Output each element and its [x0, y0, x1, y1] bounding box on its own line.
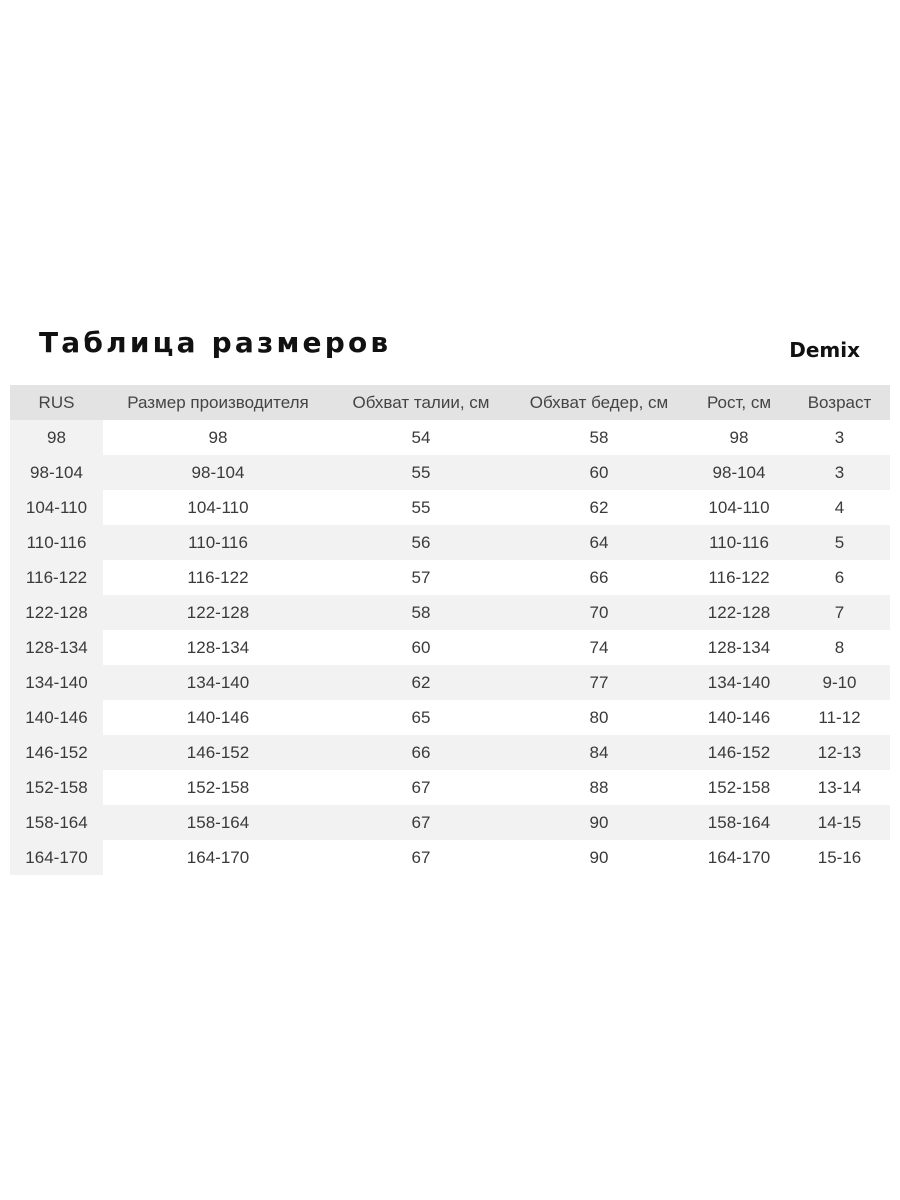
table-header-row	[10, 385, 890, 420]
cell-height: 134-140	[689, 665, 789, 700]
cell-rus: 140-146	[10, 700, 103, 735]
cell-hips: 84	[509, 735, 689, 770]
cell-age: 3	[789, 420, 890, 455]
column-header-height: Рост, см	[689, 385, 789, 420]
cell-rus: 116-122	[10, 560, 103, 595]
table-row	[10, 455, 890, 490]
cell-waist: 67	[333, 770, 509, 805]
cell-age: 14-15	[789, 805, 890, 840]
table-row	[10, 525, 890, 560]
cell-height: 140-146	[689, 700, 789, 735]
cell-manufacturer-size: 98-104	[103, 455, 333, 490]
cell-rus: 164-170	[10, 840, 103, 875]
cell-height: 128-134	[689, 630, 789, 665]
table-row	[10, 490, 890, 525]
table-row	[10, 595, 890, 630]
cell-height: 98	[689, 420, 789, 455]
cell-hips: 77	[509, 665, 689, 700]
cell-manufacturer-size: 98	[103, 420, 333, 455]
cell-waist: 57	[333, 560, 509, 595]
cell-age: 3	[789, 455, 890, 490]
cell-hips: 88	[509, 770, 689, 805]
cell-hips: 58	[509, 420, 689, 455]
cell-height: 104-110	[689, 490, 789, 525]
cell-waist: 55	[333, 455, 509, 490]
cell-rus: 146-152	[10, 735, 103, 770]
column-header-age: Возраст	[789, 385, 890, 420]
cell-height: 122-128	[689, 595, 789, 630]
cell-age: 6	[789, 560, 890, 595]
cell-manufacturer-size: 146-152	[103, 735, 333, 770]
cell-hips: 62	[509, 490, 689, 525]
table-body	[10, 420, 890, 875]
cell-height: 110-116	[689, 525, 789, 560]
cell-height: 98-104	[689, 455, 789, 490]
cell-age: 12-13	[789, 735, 890, 770]
column-header-manufacturer-size: Размер производителя	[103, 385, 333, 420]
cell-height: 164-170	[689, 840, 789, 875]
cell-manufacturer-size: 158-164	[103, 805, 333, 840]
table-row	[10, 420, 890, 455]
cell-hips: 60	[509, 455, 689, 490]
cell-rus: 98-104	[10, 455, 103, 490]
cell-waist: 67	[333, 840, 509, 875]
cell-manufacturer-size: 164-170	[103, 840, 333, 875]
table-row	[10, 665, 890, 700]
cell-manufacturer-size: 152-158	[103, 770, 333, 805]
cell-age: 7	[789, 595, 890, 630]
cell-age: 9-10	[789, 665, 890, 700]
cell-height: 152-158	[689, 770, 789, 805]
cell-waist: 66	[333, 735, 509, 770]
column-header-rus: RUS	[10, 385, 103, 420]
cell-height: 158-164	[689, 805, 789, 840]
table-row	[10, 630, 890, 665]
cell-manufacturer-size: 128-134	[103, 630, 333, 665]
cell-age: 4	[789, 490, 890, 525]
cell-hips: 80	[509, 700, 689, 735]
cell-manufacturer-size: 110-116	[103, 525, 333, 560]
cell-rus: 152-158	[10, 770, 103, 805]
page-title: Таблица размеров	[39, 326, 392, 359]
cell-manufacturer-size: 140-146	[103, 700, 333, 735]
cell-age: 5	[789, 525, 890, 560]
cell-rus: 134-140	[10, 665, 103, 700]
cell-waist: 67	[333, 805, 509, 840]
cell-manufacturer-size: 134-140	[103, 665, 333, 700]
cell-hips: 70	[509, 595, 689, 630]
cell-waist: 65	[333, 700, 509, 735]
cell-height: 116-122	[689, 560, 789, 595]
cell-manufacturer-size: 122-128	[103, 595, 333, 630]
cell-age: 13-14	[789, 770, 890, 805]
brand-logo: Demix	[789, 338, 860, 362]
cell-rus: 104-110	[10, 490, 103, 525]
cell-waist: 60	[333, 630, 509, 665]
cell-hips: 66	[509, 560, 689, 595]
cell-height: 146-152	[689, 735, 789, 770]
cell-rus: 122-128	[10, 595, 103, 630]
cell-hips: 74	[509, 630, 689, 665]
size-table	[10, 385, 890, 875]
cell-waist: 62	[333, 665, 509, 700]
cell-hips: 90	[509, 840, 689, 875]
cell-hips: 90	[509, 805, 689, 840]
cell-age: 8	[789, 630, 890, 665]
cell-manufacturer-size: 116-122	[103, 560, 333, 595]
cell-rus: 98	[10, 420, 103, 455]
table-row	[10, 805, 890, 840]
table-row	[10, 770, 890, 805]
table-row	[10, 560, 890, 595]
cell-rus: 158-164	[10, 805, 103, 840]
column-header-hips: Обхват бедер, см	[509, 385, 689, 420]
cell-rus: 128-134	[10, 630, 103, 665]
cell-manufacturer-size: 104-110	[103, 490, 333, 525]
column-header-waist: Обхват талии, см	[333, 385, 509, 420]
table-row	[10, 700, 890, 735]
cell-age: 15-16	[789, 840, 890, 875]
cell-waist: 56	[333, 525, 509, 560]
cell-hips: 64	[509, 525, 689, 560]
table-row	[10, 735, 890, 770]
cell-waist: 55	[333, 490, 509, 525]
cell-waist: 58	[333, 595, 509, 630]
cell-age: 11-12	[789, 700, 890, 735]
cell-rus: 110-116	[10, 525, 103, 560]
cell-waist: 54	[333, 420, 509, 455]
table-row	[10, 840, 890, 875]
